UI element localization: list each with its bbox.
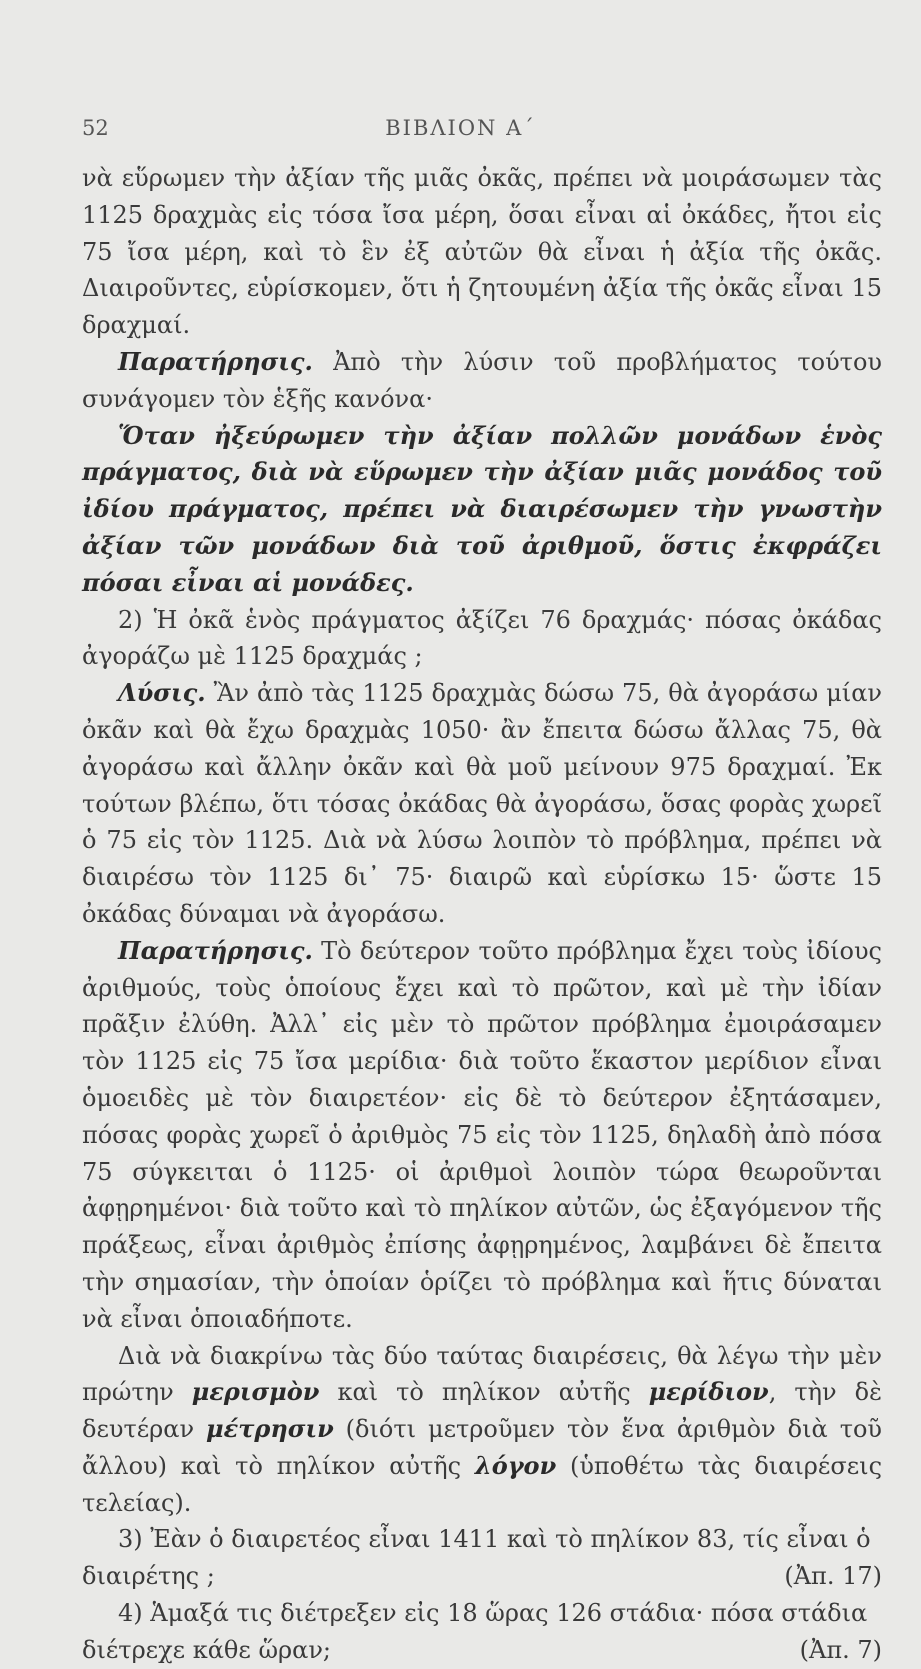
solution-label: Λύσις.	[118, 678, 206, 708]
text-run: , τὴν δὲ δευτέραν	[82, 1378, 882, 1444]
term-merismos: μερισμὸν	[191, 1377, 320, 1407]
text-run: Διὰ νὰ διακρίνω τὰς δύο ταύτας διαιρέσεις, θὰ λέγω τὴν μὲν πρώτην	[82, 1341, 882, 1407]
page-header	[82, 116, 839, 144]
problem-2: 2) Ἡ ὀκᾶ ἑνὸς πράγματος ἀξίζει 76 δραχμάς· πόσας ὀκάδας ἀγοράζω μὲ 1125 δραχμάς ;	[82, 605, 882, 671]
page-number: 52	[82, 116, 109, 140]
problem-3: 3) Ἐὰν ὁ διαιρετέος εἶναι 1411 καὶ τὸ πηλίκον 83, τίς εἶναι ὁ	[118, 1525, 871, 1554]
text-run: (διότι μετροῦμεν τὸν ἕνα ἀριθμὸν διὰ τοῦ ἄλλου) καὶ τὸ πηλίκον αὐτῆς	[82, 1415, 883, 1480]
paragraph-remark-1	[82, 344, 882, 418]
paragraph-solution-continuation: νὰ εὕρωμεν τὴν ἀξίαν τῆς μιᾶς ὀκᾶς, πρέπει νὰ μοιράσωμεν τὰς 1125 δραχμὰς εἰς τόσα ἴσα μέρη, ὅσαι εἶναι αἱ ὀκάδες, ἤτοι εἰς 75 ἴσα μέρη, καὶ τὸ ἓν ἐξ αὐτῶν θὰ εἶναι ἡ ἀξία τῆς ὀκᾶς. Διαιροῦντες, εὑρίσκομεν, ὅτι ἡ ζητουμένη ἀξία τῆς ὀκᾶς εἶναι 15 δραχμαί.	[82, 164, 882, 340]
paragraph-remark-2	[82, 933, 882, 1338]
term-meridion: μερίδιον	[648, 1377, 769, 1407]
problem-4: 4) Ἁμαξά τις διέτρεξεν εἰς 18 ὥρας 126 στάδια· πόσα στάδια	[118, 1599, 868, 1628]
problem-4-answer-line	[82, 1632, 882, 1669]
paragraph-definitions	[82, 1338, 882, 1522]
problem-4-answer: (Ἀπ. 7)	[799, 1635, 882, 1664]
paragraph-solution	[82, 675, 882, 933]
text-run: καὶ τὸ πηλίκον αὐτῆς	[319, 1378, 649, 1407]
problem-3-answer: (Ἀπ. 17)	[784, 1562, 882, 1591]
text-run: (ὑποθέτω τὰς διαιρέσεις τελείας).	[82, 1451, 883, 1517]
remark-label: Παρατήρησις.	[118, 346, 313, 376]
running-title: ΒΙΒΛΙΟΝ Α΄	[385, 116, 536, 140]
problem-3-last-line: διαιρέτης ;	[82, 1562, 215, 1591]
page-body	[82, 160, 882, 1669]
remark-text: Τὸ δεύτερον τοῦτο πρόβλημα ἔχει τοὺς ἰδίους ἀριθμούς, τοὺς ὁποίους ἔχει καὶ τὸ πρῶτον, καὶ μὲ τὴν ἰδίαν πρᾶξιν ἐλύθη. Ἀλλ᾽ εἰς μὲν τὸ πρῶτον πρόβλημα ἐμοιράσαμεν τὸν 1125 εἰς 75 ἴσα μερίδια· διὰ τοῦτο ἕκαστον μερίδιον εἶναι ὁμοειδὲς μὲ τὸν διαιρετέον· εἰς δὲ τὸ δεύτερον ἐξητάσαμεν, πόσας φορὰς χωρεῖ ὁ ἀριθμὸς 75 εἰς τὸν 1125, δηλαδὴ ἀπὸ πόσα 75 σύγκειται ὁ 1125· οἱ ἀριθμοὶ λοιπὸν τώρα θεωροῦνται ἀφῃρημένοι· διὰ τοῦτο καὶ τὸ πηλίκον αὐτῶν, ὡς ἐξαγόμενον τῆς πράξεως, εἶναι ἀριθμὸς ἐπίσης ἀφῃρημένος, λαμβάνει δὲ ἔπειτα τὴν σημασίαν, τὴν ὁποίαν ὁρίζει τὸ πρόβλημα καὶ ἥτις δύναται νὰ εἶναι ὁποιαδήποτε.	[82, 936, 882, 1333]
problem-4-last-line: διέτρεχε κάθε ὥραν;	[82, 1635, 331, 1664]
term-metrisis: μέτρησιν	[206, 1414, 334, 1444]
problem-3-answer-line	[82, 1558, 882, 1595]
remark-label: Παρατήρησις.	[118, 935, 313, 965]
rule-statement: Ὅταν ἠξεύρωμεν τὴν ἀξίαν πολλῶν μονάδων ἑνὸς πράγματος, διὰ νὰ εὕρωμεν τὴν ἀξίαν μιᾶς μονάδος τοῦ ἰδίου πράγματος, πρέπει νὰ διαιρέσωμεν τὴν γνωστὴν ἀξίαν τῶν μονάδων διὰ τοῦ ἀριθμοῦ, ὅστις ἐκφράζει πόσαι εἶναι αἱ μονάδες.	[82, 420, 882, 597]
term-logos: λόγον	[474, 1450, 557, 1480]
remark-text: Ἀπὸ τὴν λύσιν τοῦ προβλήματος τούτου συνάγομεν τὸν ἑξῆς κανόνα·	[82, 347, 882, 413]
solution-text: Ἂν ἀπὸ τὰς 1125 δραχμὰς δώσω 75, θὰ ἀγοράσω μίαν ὀκᾶν καὶ θὰ ἔχω δραχμὰς 1050· ἂν ἔπειτα δώσω ἄλλας 75, θὰ ἀγοράσω καὶ ἄλλην ὀκᾶν καὶ θὰ μοῦ μείνουν 975 δραχμαί. Ἐκ τούτων βλέπω, ὅτι τόσας ὀκάδας θὰ ἀγοράσω, ὅσας φορὰς χωρεῖ ὁ 75 εἰς τὸν 1125. Διὰ νὰ λύσω λοιπὸν τὸ πρόβλημα, πρέπει νὰ διαιρέσω τὸν 1125 δι᾽ 75· διαιρῶ καὶ εὑρίσκω 15· ὥστε 15 ὀκάδας δύναμαι νὰ ἀγοράσω.	[82, 679, 882, 928]
